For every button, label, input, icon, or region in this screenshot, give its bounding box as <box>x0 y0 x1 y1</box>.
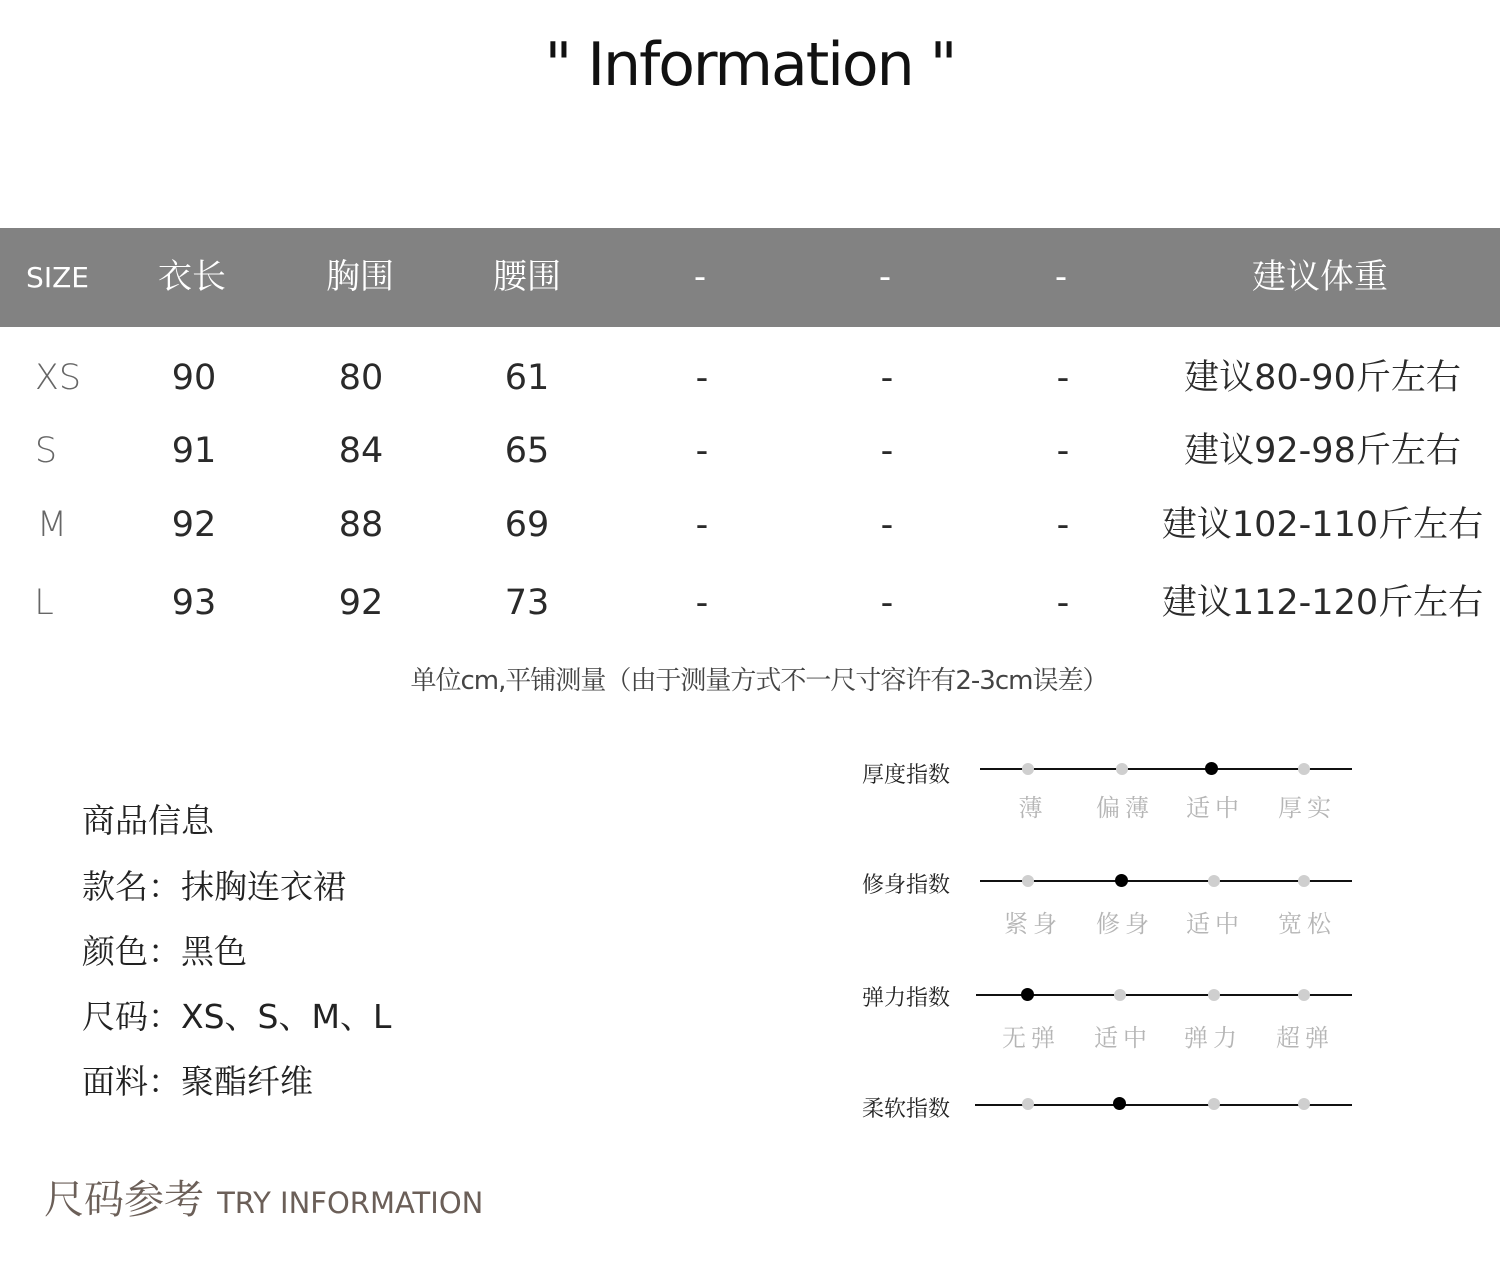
cell-blank-2: - <box>880 583 894 623</box>
softness-index-dot <box>1022 1098 1034 1110</box>
thickness-index-track <box>980 768 1352 770</box>
cell-weight: 建议80-90斤左右 <box>1184 358 1461 398</box>
size-row-l <box>0 573 1500 633</box>
thickness-option: 薄 <box>1018 794 1048 822</box>
header-length: 衣长 <box>158 257 226 297</box>
size-reference-title-cn: 尺码参考 <box>44 1177 204 1223</box>
cell-blank-1: - <box>695 431 709 471</box>
cell-blank-2: - <box>880 358 894 398</box>
cell-length: 90 <box>171 358 217 398</box>
thickness-option: 厚实 <box>1278 794 1336 822</box>
cell-length: 93 <box>171 583 217 623</box>
elasticity-index-label: 弹力指数 <box>862 986 951 1011</box>
cell-weight: 建议92-98斤左右 <box>1184 431 1461 471</box>
size-reference-title <box>44 1168 483 1225</box>
cell-weight: 建议112-120斤左右 <box>1161 583 1484 623</box>
header-waist: 腰围 <box>493 257 561 297</box>
thickness-index-dot <box>1205 762 1218 775</box>
elasticity-index-dot <box>1021 988 1034 1001</box>
cell-length: 91 <box>171 431 217 471</box>
cell-blank-3: - <box>1056 583 1070 623</box>
header-bust: 胸围 <box>326 257 394 297</box>
fit-index-dot <box>1298 875 1310 887</box>
cell-blank-1: - <box>695 583 709 623</box>
fit-index-dot <box>1022 875 1034 887</box>
fit-option: 适中 <box>1186 910 1244 938</box>
header-weight: 建议体重 <box>1252 257 1388 297</box>
softness-index-label: 柔软指数 <box>862 1097 951 1122</box>
elasticity-index-dot <box>1208 989 1220 1001</box>
cell-blank-2: - <box>880 505 894 545</box>
thickness-option: 偏薄 <box>1096 794 1154 822</box>
cell-blank-2: - <box>880 431 894 471</box>
product-info-fabric: 面料：聚酯纤维 <box>82 1062 313 1101</box>
cell-bust: 88 <box>338 505 384 545</box>
header-blank-2: - <box>878 257 892 297</box>
elasticity-index-dot <box>1298 989 1310 1001</box>
elasticity-option: 无弹 <box>1002 1024 1060 1052</box>
product-info-sizes: 尺码：XS、S、M、L <box>82 997 392 1036</box>
size-name: XS <box>34 358 82 398</box>
fit-option: 修身 <box>1096 910 1154 938</box>
elasticity-option: 弹力 <box>1184 1024 1242 1052</box>
header-blank-1: - <box>693 257 707 297</box>
thickness-index-dot <box>1298 763 1310 775</box>
cell-blank-3: - <box>1056 431 1070 471</box>
elasticity-option: 超弹 <box>1276 1024 1334 1052</box>
size-row-s <box>0 421 1500 481</box>
size-name: L <box>34 583 54 623</box>
size-table-header <box>0 228 1500 327</box>
cell-bust: 92 <box>338 583 384 623</box>
softness-index-dot <box>1113 1097 1126 1110</box>
elasticity-index-dot <box>1114 989 1126 1001</box>
cell-length: 92 <box>171 505 217 545</box>
cell-blank-3: - <box>1056 358 1070 398</box>
cell-waist: 69 <box>504 505 550 545</box>
size-row-xs <box>0 348 1500 408</box>
page-title: " Information " <box>544 30 956 100</box>
size-name: S <box>34 431 58 471</box>
fit-option: 紧身 <box>1004 910 1062 938</box>
fit-index-track <box>980 880 1352 882</box>
product-info-heading: 商品信息 <box>82 801 214 840</box>
cell-weight: 建议102-110斤左右 <box>1161 505 1484 545</box>
header-blank-3: - <box>1054 257 1068 297</box>
size-row-m <box>0 495 1500 555</box>
thickness-index-label: 厚度指数 <box>862 763 951 788</box>
softness-index-dot <box>1298 1098 1310 1110</box>
product-info-style: 款名：抹胸连衣裙 <box>82 867 346 906</box>
size-name: M <box>36 505 68 545</box>
cell-waist: 65 <box>504 431 550 471</box>
fit-index-dot <box>1115 874 1128 887</box>
thickness-index-dot <box>1022 763 1034 775</box>
thickness-index-dot <box>1116 763 1128 775</box>
measurement-note: 单位cm,平铺测量（由于测量方式不一尺寸容许有2-3cm误差） <box>410 666 1108 696</box>
cell-blank-3: - <box>1056 505 1070 545</box>
cell-bust: 80 <box>338 358 384 398</box>
cell-blank-1: - <box>695 505 709 545</box>
fit-index-label: 修身指数 <box>862 873 951 898</box>
cell-blank-1: - <box>695 358 709 398</box>
size-reference-title-en: TRY INFORMATION <box>217 1186 484 1220</box>
cell-waist: 61 <box>504 358 550 398</box>
header-size: SIZE <box>26 261 89 294</box>
thickness-option: 适中 <box>1186 794 1244 822</box>
cell-bust: 84 <box>338 431 384 471</box>
fit-option: 宽松 <box>1278 910 1336 938</box>
fit-index-dot <box>1208 875 1220 887</box>
cell-waist: 73 <box>504 583 550 623</box>
elasticity-option: 适中 <box>1094 1024 1152 1052</box>
product-info-color: 颜色：黑色 <box>82 932 247 971</box>
softness-index-dot <box>1208 1098 1220 1110</box>
